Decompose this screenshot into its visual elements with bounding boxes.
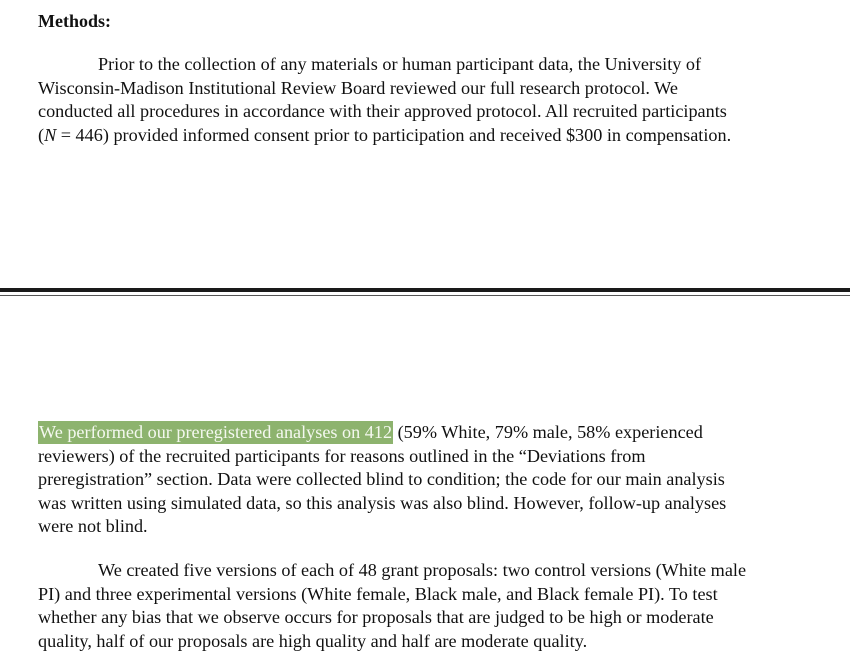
text-line: PI) and three experimental versions (White female, Black male, and Black female PI). To test: [38, 583, 718, 604]
text-line: were not blind.: [38, 516, 148, 536]
text-line-rest: (59% White, 79% male, 58% experienced: [393, 422, 703, 442]
text-line-sample-size: [38, 124, 828, 148]
page-break-thin: [0, 295, 850, 296]
text-line: preregistration” section. Data were collected blind to condition; the code for our main analysis: [38, 469, 725, 489]
text-line: Prior to the collection of any materials or human participant data, the University of: [98, 54, 702, 74]
text-line: was written using simulated data, so this analysis was also blind. However, follow-up analyses: [38, 492, 727, 513]
text-line-highlighted: [38, 421, 828, 445]
text-line: reviewers) of the recruited participants for reasons outlined in the “Deviations from: [38, 445, 646, 466]
paragraph-irb: [38, 53, 828, 147]
paragraph-proposals: [38, 559, 828, 653]
highlighted-text[interactable]: We performed our preregistered analyses on 412: [39, 422, 393, 442]
text-line: whether any bias that we observe occurs for proposals that are judged to be high or moderate: [38, 607, 714, 627]
paren-open: (: [38, 124, 45, 145]
methods-heading: Methods:: [38, 11, 111, 31]
n-symbol: N: [44, 124, 57, 145]
n-value: = 446: [56, 124, 103, 145]
text-line: Wisconsin-Madison Institutional Review Board reviewed our full research protocol. We: [38, 77, 678, 98]
paragraph-analyses: [38, 421, 828, 539]
page-break-thick: [0, 288, 850, 292]
text-line: quality, half of our proposals are high quality and half are moderate quality.: [38, 630, 588, 651]
text-line-rest: ) provided informed consent prior to participation and received $300 in compensation.: [102, 124, 732, 145]
text-line: conducted all procedures in accordance with their approved protocol. All recruited participants: [38, 101, 727, 121]
text-line: We created five versions of each of 48 grant proposals: two control versions (White male: [98, 560, 747, 580]
